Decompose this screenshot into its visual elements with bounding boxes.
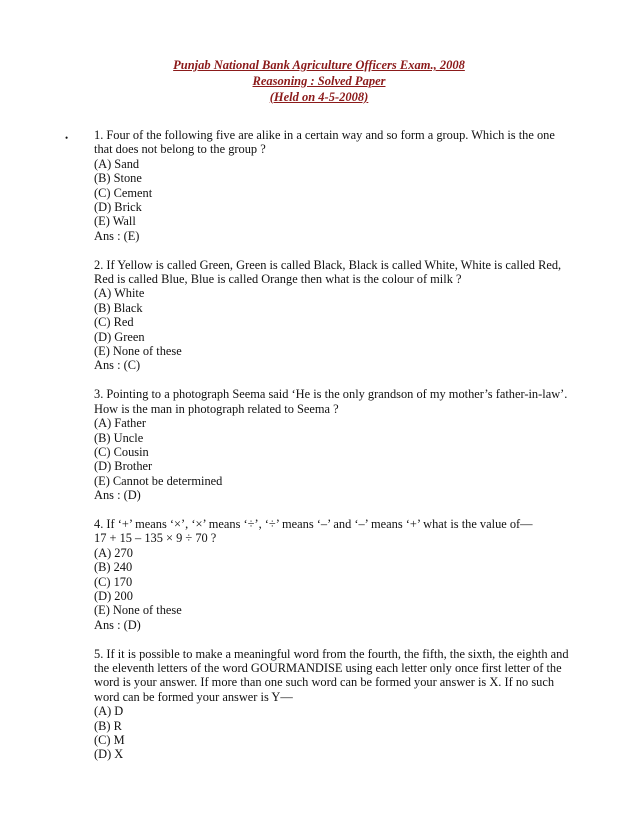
answer: Ans : (D) (94, 488, 141, 503)
header-title: Punjab National Bank Agriculture Officers Exam., 2008 (173, 58, 465, 72)
option: (A) D (94, 704, 124, 719)
question-5 (94, 647, 604, 762)
question-2 (94, 258, 604, 373)
option: (B) Stone (94, 171, 142, 186)
list-bullet: • (65, 133, 69, 143)
question-3 (94, 387, 604, 502)
question-text-line: word can be formed your answer is Y— (94, 689, 293, 704)
answer: Ans : (D) (94, 617, 141, 632)
option: (A) Father (94, 416, 146, 431)
question-text-line: 4. If ‘+’ means ‘×’, ‘×’ means ‘÷’, ‘÷’ means ‘–’ and ‘–’ means ‘+’ what is the value of— (94, 516, 533, 531)
option: (E) None of these (94, 603, 182, 618)
question-text-line: the eleventh letters of the word GOURMANDISE using each letter only once first letter of the (94, 660, 562, 675)
option: (D) X (94, 747, 124, 762)
option: (C) 170 (94, 574, 133, 589)
answer: Ans : (E) (94, 228, 140, 243)
header-date: (Held on 4-5-2008) (269, 90, 369, 104)
option: (E) Cannot be determined (94, 473, 223, 488)
option: (D) Brick (94, 200, 142, 215)
option: (D) 200 (94, 588, 133, 603)
question-text-line: that does not belong to the group ? (94, 142, 266, 157)
question-4 (94, 517, 604, 632)
header-subtitle: Reasoning : Solved Paper (252, 74, 386, 88)
option: (E) Wall (94, 214, 136, 229)
question-text-line: 1. Four of the following five are alike in a certain way and so form a group. Which is the one (94, 128, 555, 142)
question-text-line: How is the man in photograph related to Seema ? (94, 401, 339, 416)
option: (C) Cement (94, 185, 153, 200)
option: (C) M (94, 733, 125, 747)
option: (D) Green (94, 329, 145, 344)
question-text-line: word is your answer. If more than one such word can be formed your answer is X. If no such (94, 675, 555, 690)
question-text-line: 2. If Yellow is called Green, Green is called Black, Black is called White, White is called Red, (94, 257, 562, 272)
paper-header (0, 57, 638, 105)
question-text-line: 3. Pointing to a photograph Seema said ‘He is the only grandson of my mother’s father-in-law’. (94, 387, 568, 402)
answer: Ans : (C) (94, 358, 141, 373)
question-list (94, 128, 604, 776)
option: (B) 240 (94, 560, 133, 575)
option: (A) Sand (94, 156, 140, 171)
option: (A) 270 (94, 545, 133, 560)
question-text-line: 17 + 15 – 135 × 9 ÷ 70 ? (94, 531, 217, 546)
question-text-line: Red is called Blue, Blue is called Orange then what is the colour of milk ? (94, 272, 462, 287)
option: (B) Black (94, 300, 143, 315)
option: (B) Uncle (94, 430, 144, 445)
option: (D) Brother (94, 459, 153, 474)
question-text-line: 5. If it is possible to make a meaningful word from the fourth, the fifth, the sixth, the eighth and (94, 646, 569, 661)
option: (C) Red (94, 315, 134, 330)
question-1 (94, 128, 604, 243)
option: (E) None of these (94, 344, 182, 359)
option: (A) White (94, 286, 145, 301)
option: (C) Cousin (94, 444, 149, 459)
option: (B) R (94, 718, 122, 733)
